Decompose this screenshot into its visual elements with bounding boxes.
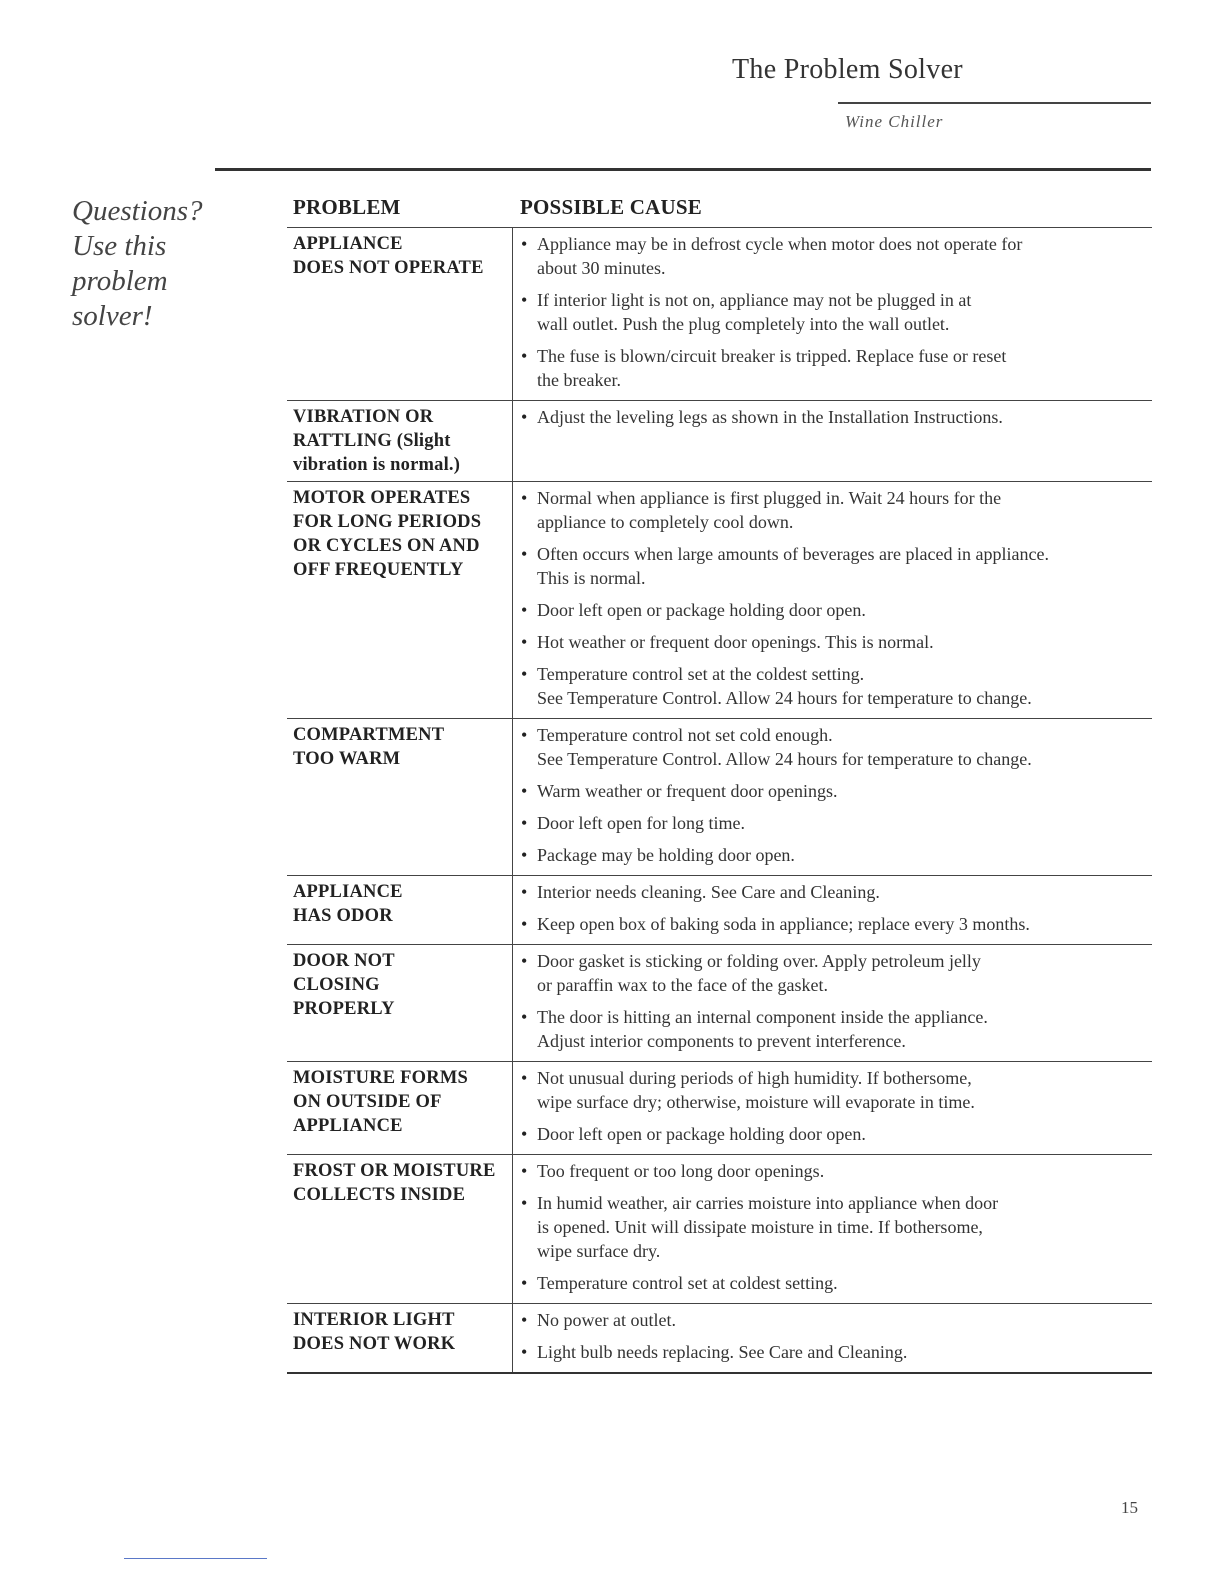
- cause-text: See Temperature Control. Allow 24 hours for temperature to change.: [537, 749, 1032, 769]
- cause-item: [521, 723, 1146, 771]
- cause-text: wipe surface dry.: [537, 1241, 661, 1261]
- cause-item: [521, 542, 1146, 590]
- sidebar-line: solver!: [72, 300, 153, 332]
- problem-label: FROST OR MOISTURE: [293, 1161, 496, 1181]
- cause-item: [521, 1122, 1146, 1146]
- cause-cell: [513, 1155, 1152, 1303]
- problem-cell: [287, 1304, 513, 1372]
- problem-cell: [287, 719, 513, 875]
- cause-text: • Interior needs cleaning. See Care and Cleaning.: [537, 882, 880, 902]
- problem-cell: [287, 1155, 513, 1303]
- table-row: [287, 482, 1152, 719]
- table-row: [287, 876, 1152, 945]
- problem-label: RATTLING (Slight: [293, 431, 451, 451]
- cause-text: • Door left open or package holding door open.: [537, 1124, 866, 1144]
- cause-text: wipe surface dry; otherwise, moisture will evaporate in time.: [537, 1092, 975, 1112]
- cause-list: [521, 949, 1146, 1053]
- problem-label: MOTOR OPERATES: [293, 488, 471, 508]
- cause-text: • The door is hitting an internal component inside the appliance.: [537, 1007, 988, 1027]
- cause-text: wall outlet. Push the plug completely into the wall outlet.: [537, 314, 950, 334]
- problem-label: OFF FREQUENTLY: [293, 560, 464, 580]
- problem-label: APPLIANCE: [293, 1116, 403, 1136]
- cause-list: [521, 1066, 1146, 1146]
- cause-item: [521, 1005, 1146, 1053]
- table-row: [287, 719, 1152, 876]
- cause-text: • If interior light is not on, appliance may not be plugged in at: [537, 290, 972, 310]
- cause-cell: [513, 1304, 1152, 1372]
- problem-cell: [287, 482, 513, 718]
- cause-cell: [513, 482, 1152, 718]
- cause-item: [521, 1066, 1146, 1114]
- cause-item: [521, 912, 1146, 936]
- problem-label: OR CYCLES ON AND: [293, 536, 480, 556]
- problem-label: MOISTURE FORMS: [293, 1068, 468, 1088]
- sidebar-line: problem: [72, 265, 168, 297]
- cause-cell: [513, 401, 1152, 481]
- cause-list: [521, 1159, 1146, 1295]
- cause-text: See Temperature Control. Allow 24 hours for temperature to change.: [537, 688, 1032, 708]
- cause-text: • Temperature control set at the coldest setting.: [537, 664, 865, 684]
- header-divider: [838, 102, 1151, 104]
- main-divider: [215, 168, 1151, 171]
- cause-item: [521, 949, 1146, 997]
- cause-item: [521, 486, 1146, 534]
- cause-cell: [513, 719, 1152, 875]
- sidebar-line: Questions?: [72, 195, 203, 227]
- cause-text: • Appliance may be in defrost cycle when motor does not operate for: [537, 234, 1023, 254]
- cause-item: [521, 779, 1146, 803]
- table-row: [287, 1155, 1152, 1304]
- cause-text: • Often occurs when large amounts of beverages are placed in appliance.: [537, 544, 1049, 564]
- cause-item: [521, 1340, 1146, 1364]
- cause-item: [521, 288, 1146, 336]
- cause-text: • Not unusual during periods of high humidity. If bothersome,: [537, 1068, 972, 1088]
- cause-text: appliance to completely cool down.: [537, 512, 794, 532]
- cause-item: [521, 880, 1146, 904]
- cause-text: • The fuse is blown/circuit breaker is tripped. Replace fuse or reset: [537, 346, 1007, 366]
- problem-solver-table: [287, 227, 1152, 1374]
- cause-item: [521, 1271, 1146, 1295]
- problem-cell: [287, 876, 513, 944]
- table-row: [287, 1304, 1152, 1374]
- cause-item: [521, 811, 1146, 835]
- footer-rule: [124, 1558, 267, 1559]
- table-row: [287, 945, 1152, 1062]
- table-row: [287, 401, 1152, 482]
- cause-text: • Adjust the leveling legs as shown in the Installation Instructions.: [537, 407, 1003, 427]
- page-number: 15: [1121, 1498, 1138, 1517]
- cause-cell: [513, 1062, 1152, 1154]
- cause-list: [521, 1308, 1146, 1364]
- problem-label: ON OUTSIDE OF: [293, 1092, 442, 1112]
- cause-list: [521, 486, 1146, 710]
- problem-cell: [287, 1062, 513, 1154]
- cause-text: • Package may be holding door open.: [537, 845, 795, 865]
- cause-item: [521, 1191, 1146, 1263]
- cause-text: the breaker.: [537, 370, 621, 390]
- cause-text: Adjust interior components to prevent interference.: [537, 1031, 906, 1051]
- problem-label: CLOSING: [293, 975, 380, 995]
- problem-label: COLLECTS INSIDE: [293, 1185, 466, 1205]
- problem-label: DOES NOT OPERATE: [293, 258, 484, 278]
- problem-label: PROPERLY: [293, 999, 395, 1019]
- cause-text: • Temperature control not set cold enough.: [537, 725, 833, 745]
- cause-text: • Light bulb needs replacing. See Care and Cleaning.: [537, 1342, 908, 1362]
- cause-list: [521, 880, 1146, 936]
- table-row: [287, 227, 1152, 401]
- cause-list: [521, 723, 1146, 867]
- cause-text: • No power at outlet.: [537, 1310, 676, 1330]
- problem-label: APPLIANCE: [293, 882, 403, 902]
- cause-text: • Too frequent or too long door openings.: [537, 1161, 825, 1181]
- problem-label: FOR LONG PERIODS: [293, 512, 482, 532]
- cause-text: • Warm weather or frequent door openings.: [537, 781, 838, 801]
- cause-text: • Door gasket is sticking or folding over. Apply petroleum jelly: [537, 951, 981, 971]
- cause-text: • Hot weather or frequent door openings. This is normal.: [537, 632, 934, 652]
- cause-cell: [513, 876, 1152, 944]
- cause-item: [521, 630, 1146, 654]
- problem-label: COMPARTMENT: [293, 725, 445, 745]
- problem-label: VIBRATION OR: [293, 407, 434, 427]
- cause-column-header: POSSIBLE CAUSE: [520, 195, 702, 219]
- cause-item: [521, 843, 1146, 867]
- cause-text: • Keep open box of baking soda in appliance; replace every 3 months.: [537, 914, 1030, 934]
- cause-text: • Temperature control set at coldest setting.: [537, 1273, 838, 1293]
- problem-label: DOES NOT WORK: [293, 1334, 456, 1354]
- problem-label: vibration is normal.): [293, 455, 461, 475]
- cause-item: [521, 1308, 1146, 1332]
- cause-text: • Door left open for long time.: [537, 813, 745, 833]
- page-title: The Problem Solver: [732, 54, 963, 85]
- sidebar-line: Use this: [72, 230, 167, 262]
- cause-text: • In humid weather, air carries moisture into appliance when door: [537, 1193, 999, 1213]
- table-row: [287, 1062, 1152, 1155]
- cause-text: This is normal.: [537, 568, 646, 588]
- problem-label: TOO WARM: [293, 749, 401, 769]
- page-subtitle: Wine Chiller: [845, 112, 944, 131]
- problem-column-header: PROBLEM: [293, 195, 401, 219]
- problem-label: HAS ODOR: [293, 906, 393, 926]
- cause-item: [521, 662, 1146, 710]
- cause-list: [521, 232, 1146, 392]
- cause-item: [521, 1159, 1146, 1183]
- cause-cell: [513, 228, 1152, 400]
- cause-text: • Normal when appliance is first plugged in. Wait 24 hours for the: [537, 488, 1002, 508]
- cause-text: • Door left open or package holding door open.: [537, 600, 866, 620]
- cause-item: [521, 598, 1146, 622]
- problem-label: INTERIOR LIGHT: [293, 1310, 455, 1330]
- cause-text: about 30 minutes.: [537, 258, 666, 278]
- problem-cell: [287, 228, 513, 400]
- cause-list: [521, 405, 1146, 429]
- cause-text: is opened. Unit will dissipate moisture in time. If bothersome,: [537, 1217, 983, 1237]
- problem-label: APPLIANCE: [293, 234, 403, 254]
- cause-item: [521, 232, 1146, 280]
- cause-text: or paraffin wax to the face of the gasket.: [537, 975, 829, 995]
- sidebar-callout: [72, 194, 203, 334]
- cause-item: [521, 344, 1146, 392]
- problem-label: DOOR NOT: [293, 951, 395, 971]
- cause-cell: [513, 945, 1152, 1061]
- problem-cell: [287, 945, 513, 1061]
- problem-cell: [287, 401, 513, 481]
- cause-item: [521, 405, 1146, 429]
